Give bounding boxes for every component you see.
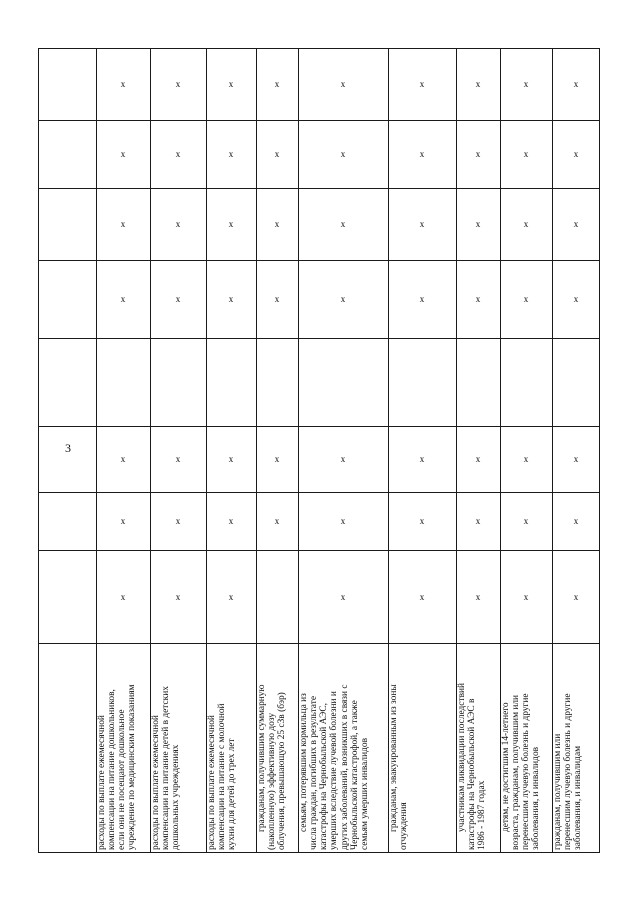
cell-mark-x: x	[228, 454, 234, 464]
cell-mark-x: x	[419, 149, 425, 159]
row-label-line: гражданам, получившим суммарную	[257, 684, 267, 832]
cell-mark-x: x	[228, 79, 234, 89]
cell-mark-x: x	[523, 219, 529, 229]
row-label-line: компенсации на питание детей в детских	[161, 686, 172, 850]
row-label-line: семьям, потерявшим кормильца из	[299, 693, 309, 832]
cell-mark-x: x	[573, 454, 579, 464]
table-row-label	[500, 643, 552, 853]
cell-mark-x: x	[120, 294, 126, 304]
cell-mark-x: x	[475, 79, 481, 89]
cell-mark-x: x	[573, 219, 579, 229]
table-divider-horizontal	[38, 48, 600, 49]
table-row-label	[552, 643, 600, 853]
cell-mark-x: x	[340, 79, 346, 89]
row-label-line: Чернобыльской катастрофой, а также	[349, 700, 360, 850]
cell-mark-x: x	[523, 591, 529, 602]
cell-mark-x: x	[274, 516, 280, 526]
cell-mark-x: x	[419, 219, 425, 229]
row-label-line: учреждение по медицинским показаниям	[127, 684, 138, 850]
table-divider-horizontal	[38, 120, 600, 121]
cell-mark-x: x	[175, 454, 181, 464]
cell-mark-x: x	[175, 294, 181, 304]
cell-mark-x: x	[340, 454, 346, 464]
page-number: 3	[65, 441, 71, 455]
table-row-label	[298, 643, 388, 853]
row-label-line: других заболеваний, возникших в связи с	[339, 684, 350, 850]
row-label-line: отчуждения	[399, 802, 410, 850]
row-label-line: если они не посещают дошкольное	[117, 709, 128, 850]
table-divider-horizontal	[38, 338, 600, 339]
cell-mark-x: x	[120, 454, 126, 464]
cell-mark-x: x	[573, 79, 579, 89]
cell-mark-x: x	[523, 294, 529, 304]
cell-mark-x: x	[228, 149, 234, 159]
row-label-line: гражданам, эвакуированным из зоны	[389, 684, 399, 832]
cell-mark-x: x	[175, 79, 181, 89]
cell-mark-x: x	[274, 294, 280, 304]
cell-mark-x: x	[523, 516, 529, 526]
row-label-line: облучения, превышающую 25 сЗв (бэр)	[277, 692, 288, 850]
cell-mark-x: x	[228, 219, 234, 229]
cell-mark-x: x	[175, 219, 181, 229]
table-divider-horizontal	[38, 260, 600, 261]
table-row-label	[150, 643, 206, 853]
table-divider-horizontal	[38, 188, 600, 189]
cell-mark-x: x	[523, 149, 529, 159]
row-label-line: (накопленную) эффективную дозу	[267, 712, 278, 850]
cell-mark-x: x	[175, 149, 181, 159]
table-divider-vertical	[38, 48, 39, 853]
cell-mark-x: x	[274, 219, 280, 229]
cell-mark-x: x	[340, 516, 346, 526]
cell-mark-x: x	[340, 294, 346, 304]
cell-mark-x: x	[175, 591, 181, 602]
row-label-line: перенесшим лучевую болезнь и другие	[521, 693, 532, 850]
table-divider-horizontal	[38, 492, 600, 493]
row-label-line: детям, не достигшим 14-летнего	[501, 702, 511, 832]
row-label-line: умерших вследствие лучевой болезни и	[329, 691, 340, 850]
row-label-line: перенесшим лучевую болезнь и другие	[563, 693, 574, 850]
cell-mark-x: x	[475, 294, 481, 304]
table-row-label	[206, 643, 256, 853]
row-label-line: расходы по выплате ежемесячной	[97, 715, 107, 850]
rotated-benefits-table	[38, 48, 600, 853]
cell-mark-x: x	[523, 454, 529, 464]
cell-mark-x: x	[228, 294, 234, 304]
cell-mark-x: x	[573, 149, 579, 159]
table-divider-horizontal	[38, 550, 600, 551]
cell-mark-x: x	[340, 219, 346, 229]
cell-mark-x: x	[274, 454, 280, 464]
table-divider-horizontal	[38, 426, 600, 427]
row-label-line: заболевания, и инвалидам	[573, 745, 584, 850]
cell-mark-x: x	[419, 294, 425, 304]
row-label-line: 1986 - 1987 годах	[477, 780, 488, 850]
row-label-line: семьям умерших инвалидов	[359, 737, 370, 850]
cell-mark-x: x	[419, 454, 425, 464]
cell-mark-x: x	[419, 591, 425, 602]
row-label-line: расходы по выплате ежемесячной	[151, 715, 161, 850]
row-label-line: гражданам, получившим или	[553, 733, 563, 850]
row-label-line: компенсации на питание дошкольников,	[107, 689, 118, 850]
table-row-label	[456, 643, 500, 853]
cell-mark-x: x	[340, 149, 346, 159]
cell-mark-x: x	[120, 591, 126, 602]
cell-mark-x: x	[523, 79, 529, 89]
row-label-line: катастрофы на Чернобыльской АЭС в	[467, 698, 478, 850]
cell-mark-x: x	[228, 516, 234, 526]
row-label-line: участникам ликвидации последствий	[457, 682, 467, 832]
cell-mark-x: x	[120, 516, 126, 526]
cell-mark-x: x	[340, 591, 346, 602]
table-row-label	[388, 643, 456, 853]
table-row-label	[96, 643, 150, 853]
cell-mark-x: x	[419, 79, 425, 89]
row-label-line: дошкольных учреждениях	[171, 744, 182, 850]
row-label-line: числа граждан, погибших в результате	[309, 696, 320, 850]
cell-mark-x: x	[120, 79, 126, 89]
row-label-line: кухни для детей до трех лет	[227, 738, 238, 850]
cell-mark-x: x	[475, 516, 481, 526]
cell-mark-x: x	[228, 591, 234, 602]
row-label-line: катастрофы на Чернобыльской АЭС,	[319, 703, 330, 850]
row-label-line: возраста, гражданам, получившим или	[511, 694, 522, 850]
table-row-label	[256, 643, 298, 853]
row-label-line: расходы по выплате ежемесячной	[207, 715, 217, 850]
cell-mark-x: x	[120, 149, 126, 159]
row-label-line: заболевания, и инвалидов	[531, 746, 542, 850]
cell-mark-x: x	[475, 219, 481, 229]
cell-mark-x: x	[573, 591, 579, 602]
cell-mark-x: x	[120, 219, 126, 229]
cell-mark-x: x	[573, 516, 579, 526]
row-label-line: компенсации на питание с молочной	[217, 703, 228, 850]
cell-mark-x: x	[573, 294, 579, 304]
cell-mark-x: x	[475, 591, 481, 602]
cell-mark-x: x	[175, 516, 181, 526]
cell-mark-x: x	[274, 79, 280, 89]
cell-mark-x: x	[475, 149, 481, 159]
cell-mark-x: x	[475, 454, 481, 464]
cell-mark-x: x	[419, 516, 425, 526]
cell-mark-x: x	[274, 149, 280, 159]
